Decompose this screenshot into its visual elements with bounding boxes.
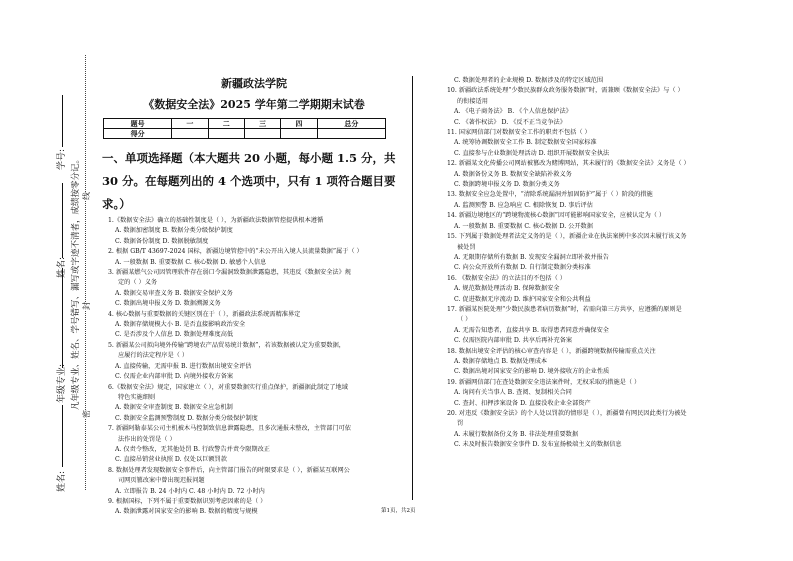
question-stem-continued: 罚 bbox=[457, 420, 464, 428]
question-options: A. 一般数据 B. 重要数据 C. 核心数据 D. 敏感个人信息 bbox=[115, 258, 267, 266]
question-options: A. 询问有关当事人 B. 查阅、复制相关合同 bbox=[454, 389, 572, 397]
question-item bbox=[447, 378, 747, 409]
student-id-field[interactable] bbox=[62, 95, 63, 147]
question-stem-continued: 应履行的法定程序是（ ） bbox=[118, 352, 189, 360]
name-label: 姓名: bbox=[57, 256, 67, 278]
question-options: C. 未及时报告数据安全事件 D. 发布宣扬极端主义的数据信息 bbox=[454, 441, 622, 449]
question-item bbox=[108, 247, 400, 268]
question-options: A. 《电子商务法》 B. 《个人信息保护法》 bbox=[454, 108, 572, 116]
question-options: A. 数据安全审查制度 B. 数据安全应急机制 bbox=[115, 404, 233, 412]
question-options: A. 无限期存储所有数据 B. 发现安全漏洞立即补救并报告 bbox=[454, 253, 609, 261]
seal-char-line: 线 bbox=[82, 192, 91, 200]
question-stem: 4. 核心数据与重要数据的关键区别在于（ ），新疆政法系统需精准界定 bbox=[108, 310, 301, 318]
question-stem: 16. 《数据安全法》的立法目的不包括（ ） bbox=[447, 274, 566, 282]
question-options: C. 促进数据无序流动 D. 维护国家安全和公共利益 bbox=[454, 295, 591, 303]
question-stem: 7. 新疆阿勒泰某公司主机被木马控制致信息泄露隐患，且多次通报未整改，主管部门可依 bbox=[108, 425, 351, 433]
question-options: C. 数据出境对国家安全的影响 D. 境外接收方的企业性质 bbox=[454, 368, 610, 376]
score-row-label: 得分 bbox=[104, 129, 172, 139]
question-options: C. 数据处理者的企业规模 D. 数据涉及的特定区域范围 bbox=[454, 77, 604, 84]
question-item bbox=[447, 86, 747, 128]
question-options: A. 数据交易审查义务 B. 数据安全保护义务 bbox=[115, 289, 233, 297]
question-options: A. 统筹协调数据安全工作 B. 制定数据安全国家标准 bbox=[454, 139, 597, 147]
score-cell[interactable] bbox=[208, 129, 244, 139]
student-id-label: 学号: bbox=[57, 148, 67, 170]
score-cell[interactable] bbox=[281, 129, 317, 139]
question-options: A. 直接传输，无需申报 B. 进行数据出境安全评估 bbox=[115, 362, 252, 370]
question-options: A. 监测预警 B. 应急响应 C. 根除恢复 D. 事后评估 bbox=[454, 201, 593, 209]
score-header-cell: 题号 bbox=[104, 119, 172, 129]
question-stem: 18. 数据出境安全评估的核心审查内容是（ ），新疆跨境数据传输需重点关注 bbox=[447, 347, 656, 355]
question-options: C. 《著作权法》 D. 《反不正当竞争法》 bbox=[454, 118, 566, 126]
question-options: A. 规范数据处理活动 B. 保障数据安全 bbox=[454, 285, 560, 293]
question-options: A. 数据存储规模大小 B. 是否直接影响政治安全 bbox=[115, 321, 246, 329]
question-stem: 10. 新疆政法系统处理“少数民族群众政务服务数据”时，需兼顾《数据安全法》与（ ） bbox=[447, 87, 684, 95]
question-options: C. 向公众开放所有数据 D. 自行制定数据分类标准 bbox=[454, 264, 591, 272]
exam-title: 《数据安全法》2025 学年第二学期期末试卷 bbox=[143, 98, 365, 111]
name-field[interactable] bbox=[62, 183, 63, 258]
question-stem: 20. 对违反《数据安全法》的个人处以罚款的情形是（ ），新疆曾有网民因此类行为被处 bbox=[447, 410, 687, 417]
score-header-cell: 一 bbox=[172, 119, 208, 129]
question-stem-continued: 被处罚 bbox=[457, 243, 476, 251]
score-table bbox=[103, 118, 386, 139]
question-options: A. 无需告知患者，直接共享 B. 取得患者同意并确保安全 bbox=[454, 326, 609, 334]
question-stem-continued: 特色实施细则 bbox=[118, 393, 156, 401]
question-stem: 8. 数据处理者发现数据安全事件后，向主管部门报告的时限要求是（ ），新疆某互联网公 bbox=[108, 466, 350, 474]
question-options: C. 仅需企业内部审批 D. 向境外接收方备案 bbox=[115, 373, 234, 381]
question-stem: 14. 新疆边境地区的“跨境物流核心数据”因可能影响国家安全，应被认定为（ ） bbox=[447, 212, 666, 220]
question-options: A. 数据泄露对国家安全的影响 B. 数据的精度与规模 bbox=[115, 508, 258, 516]
seal-dotted-line bbox=[85, 55, 86, 490]
question-options: C. 查封、扣押涉案设备 D. 直接没收企业全部资产 bbox=[454, 399, 591, 407]
question-item bbox=[447, 409, 747, 451]
right-column bbox=[447, 76, 747, 451]
question-stem-continued: 法作出的处罚是（ ） bbox=[118, 435, 176, 443]
question-stem: 1.《数据安全法》确立的基础性制度是（ ），为新疆政法数据管控提供根本遵循 bbox=[108, 217, 324, 224]
class-major-field[interactable] bbox=[62, 268, 63, 368]
question-item bbox=[108, 341, 400, 383]
question-stem: 6.《数据安全法》规定，国家建立（ ），对重要数据实行重点保护，新疆据此制定了地域 bbox=[108, 383, 348, 391]
question-stem: 2. 根据 GB/T 43697-2024 国标，新疆边境管控中的“未公开出入境人员流量数据”属于（ ） bbox=[108, 248, 363, 256]
score-header-cell: 三 bbox=[244, 119, 280, 129]
question-stem-continued: 定的（ ）义务 bbox=[118, 279, 158, 287]
question-stem: 3. 新疆某燃气公司因管理软件存在弱口令漏洞致数据泄露隐患，其违反《数据安全法》规 bbox=[108, 269, 351, 277]
question-item bbox=[447, 159, 747, 190]
question-stem: 15. 下列属于数据处理者法定义务的是（ ），新疆企业在执法案例中多次因未履行该义务 bbox=[447, 233, 687, 241]
question-stem-continued: 司网页篡改案中曾出现迟报问题 bbox=[118, 477, 205, 485]
question-stem: 5. 新疆某公司拟向境外传输“跨境农产品贸易统计数据”，若该数据被认定为重要数据， bbox=[108, 341, 345, 349]
question-item bbox=[108, 497, 400, 518]
score-header-cell: 二 bbox=[208, 119, 244, 129]
question-item bbox=[108, 310, 400, 341]
question-options: A. 未履行数据备份义务 B. 非法处理重要数据 bbox=[454, 430, 579, 438]
score-table-score-row bbox=[104, 129, 386, 139]
question-item bbox=[447, 211, 747, 232]
score-cell[interactable] bbox=[172, 129, 208, 139]
question-options: C. 直接吊销营业执照 D. 仅处以巨额罚款 bbox=[115, 456, 227, 464]
question-stem: 13. 数据安全应急处置中，“清除系统漏洞并加固防护”属于（ ）阶段的措施 bbox=[447, 191, 653, 199]
question-options: A. 立即报告 B. 24 小时内 C. 48 小时内 D. 72 小时内 bbox=[115, 487, 265, 495]
school-field[interactable] bbox=[62, 405, 63, 467]
question-item bbox=[108, 383, 400, 425]
question-options: C. 数据备份制度 D. 数据脱敏制度 bbox=[115, 237, 209, 245]
class-major-label: 年级专业: bbox=[57, 363, 67, 403]
question-item bbox=[447, 347, 747, 378]
question-stem: 17. 新疆某医院处理“少数民族患者病历数据”时，若需向第三方共享，应遵循的原则是 bbox=[447, 305, 682, 313]
question-options: C. 是否涉及个人信息 D. 数据处理难度高低 bbox=[115, 331, 234, 339]
question-item bbox=[447, 305, 747, 347]
question-options: A. 一般数据 B. 重要数据 C. 核心数据 D. 公开数据 bbox=[454, 222, 593, 230]
question-stem: 11. 国家网信部门对数据安全工作的职责不包括（ ） bbox=[447, 129, 591, 137]
score-cell[interactable] bbox=[317, 129, 385, 139]
question-options: C. 仅需医院内部审批 D. 共享后再补充备案 bbox=[454, 337, 573, 345]
page-footer: 第1页，共2页 bbox=[381, 508, 416, 514]
question-item bbox=[108, 216, 400, 247]
score-table-header-row bbox=[104, 119, 386, 129]
seal-char-secret: 密 bbox=[82, 410, 91, 418]
question-list-left bbox=[108, 216, 400, 518]
question-options: A. 仅责令整改，无其他处罚 B. 行政警告并责令限期改正 bbox=[115, 445, 270, 453]
score-header-cell: 四 bbox=[281, 119, 317, 129]
score-cell[interactable] bbox=[244, 129, 280, 139]
section-heading: 一、单项选择题（本大题共 20 小题，每小题 1.5 分，共 30 分。在每题列出的 4 个选项中，只有 1 项符合题目要求。） bbox=[102, 151, 396, 211]
question-item bbox=[447, 76, 747, 86]
question-options: C. 数据出境申报义务 D. 数据溯源义务 bbox=[115, 300, 221, 308]
question-list-right bbox=[447, 76, 747, 451]
question-item bbox=[108, 466, 400, 497]
question-stem-continued: （ ） bbox=[457, 316, 472, 324]
instruction-text: 凡年级专业、姓名、学号错写、漏写或字迹不清者，成绩按零分记。 bbox=[71, 154, 81, 410]
column-divider bbox=[412, 76, 413, 500]
school-label: 姓名: bbox=[57, 470, 67, 492]
seal-char-seal: 封 bbox=[82, 302, 91, 310]
score-header-cell: 总分 bbox=[317, 119, 385, 129]
question-options: A. 数据存储地点 B. 数据处理成本 bbox=[454, 357, 548, 365]
question-item bbox=[108, 268, 400, 310]
question-stem: 12. 新疆某文化传播公司网站被篡改为赌博网站，其未履行的《数据安全法》义务是（ ） bbox=[447, 160, 690, 168]
question-item bbox=[108, 424, 400, 466]
question-options: C. 直接参与企业数据处理活动 D. 组织开展数据安全执法 bbox=[454, 149, 610, 157]
question-item bbox=[447, 274, 747, 305]
question-stem-continued: 的衔接适用 bbox=[457, 97, 488, 105]
question-stem: 9. 根据国标，下列不属于重要数据识别考虑因素的是（ ） bbox=[108, 497, 267, 505]
question-options: C. 数据安全监测预警制度 D. 数据分类分级保护制度 bbox=[115, 414, 258, 422]
left-column bbox=[102, 76, 400, 518]
question-item bbox=[447, 232, 747, 274]
question-item bbox=[447, 128, 747, 159]
question-options: C. 数据跨境申报义务 D. 数据分类义务 bbox=[454, 181, 560, 189]
question-options: A. 数据备份义务 B. 数据安全缺陷补救义务 bbox=[454, 170, 572, 178]
school-name: 新疆政法学院 bbox=[221, 77, 287, 90]
question-options: A. 数据加密制度 B. 数据分类分级保护制度 bbox=[115, 227, 233, 235]
question-stem: 19. 新疆网信部门在查处数据安全违法案件时，无权采取的措施是（ ） bbox=[447, 378, 641, 386]
question-item bbox=[447, 190, 747, 211]
